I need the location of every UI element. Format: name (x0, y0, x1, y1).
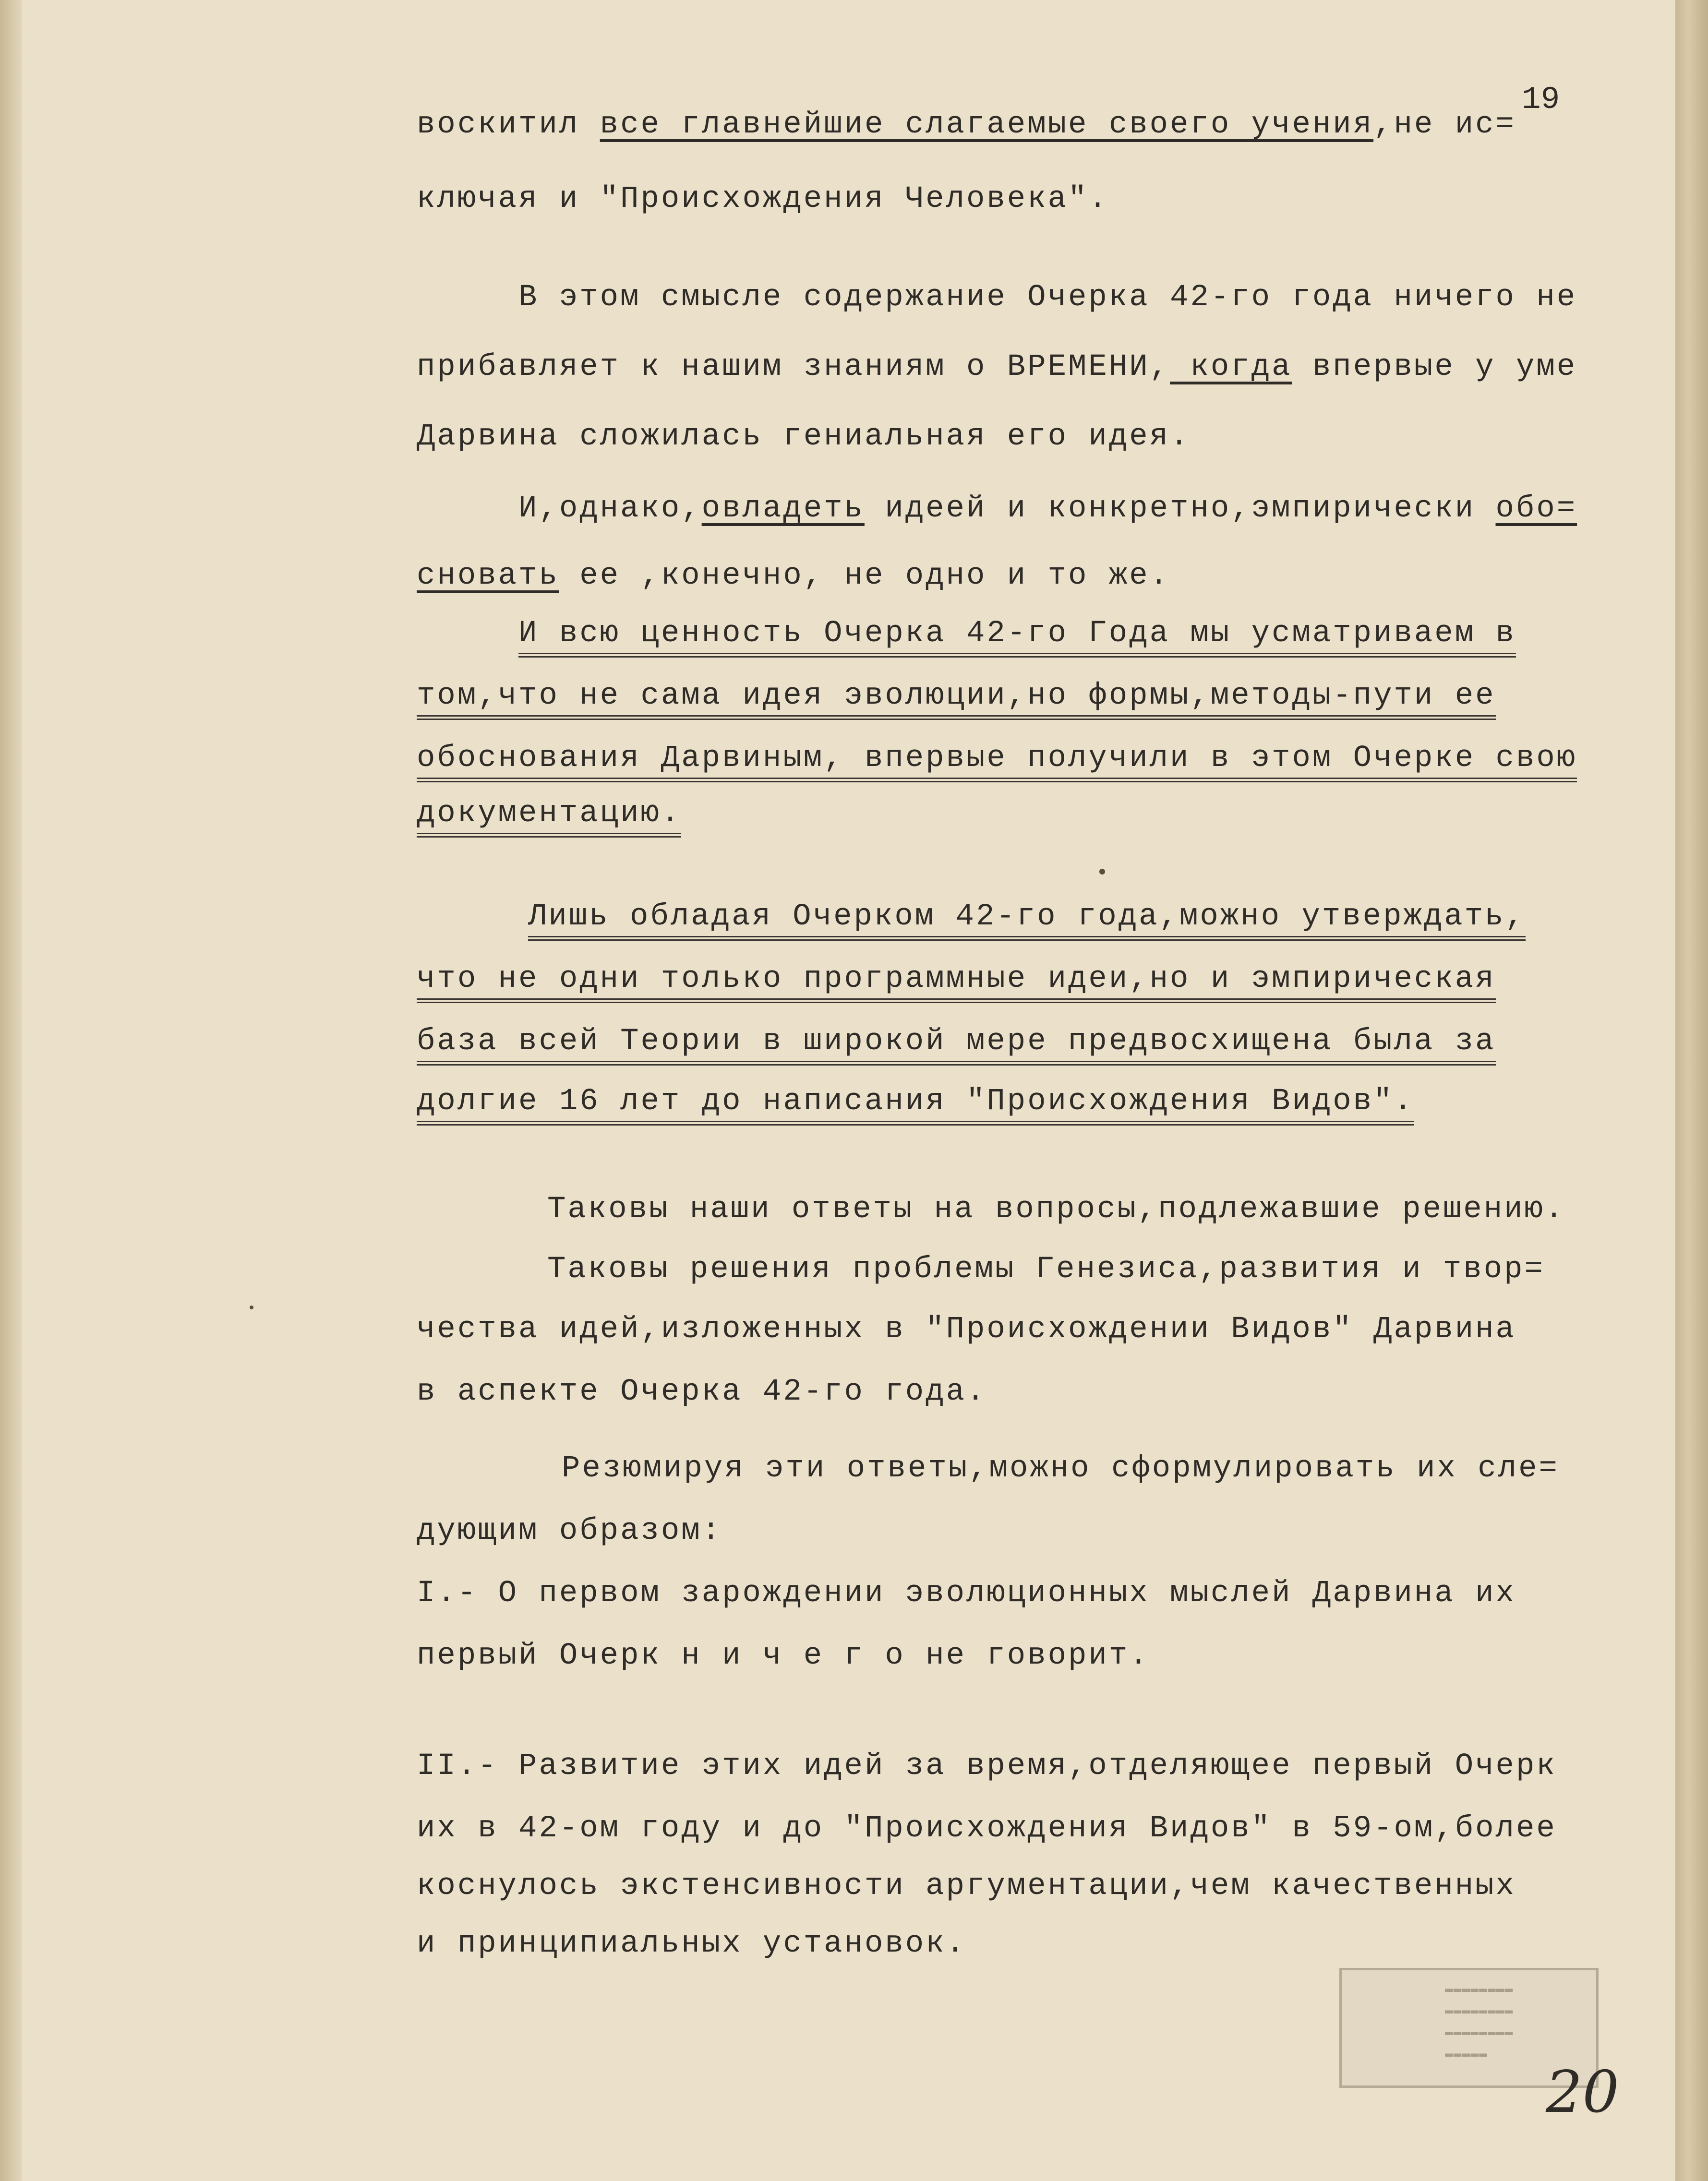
text-line (547, 1246, 1545, 1294)
text-line (417, 734, 1577, 782)
text-segment: и принципиальных установок. (417, 1927, 966, 1961)
text-segment: дующим образом: (417, 1514, 722, 1548)
text-line (417, 672, 1496, 720)
text-line (417, 101, 1516, 149)
text-line (417, 1368, 986, 1416)
text-line (417, 955, 1496, 1003)
double-underlined-text: что не одни только программные идеи,но и эмпирическая (417, 962, 1496, 1003)
text-segment: чества идей,изложенных в "Происхождении Видов" Дарвина (417, 1312, 1516, 1347)
text-line (518, 274, 1577, 322)
underlined-text: когда (1170, 350, 1292, 384)
double-underlined-text: том,что не сама идея эволюции,но формы,методы-пути ее (417, 679, 1496, 720)
text-segment: первый Очерк н и ч е г о не говорит. (417, 1639, 1150, 1673)
text-line (417, 1570, 1516, 1618)
text-line (417, 1632, 1150, 1680)
text-line (417, 1306, 1516, 1354)
text-line (417, 1742, 1557, 1790)
text-segment: ключая и "Происхождения Человека". (417, 182, 1109, 216)
text-segment: Резюмируя эти ответы,можно сформулировать их сле= (562, 1451, 1559, 1486)
archive-stamp-line: ▬▬▬▬▬▬▬▬ (1445, 2025, 1514, 2040)
text-segment: I.- О первом зарождении эволюционных мыслей Дарвина их (417, 1576, 1516, 1611)
text-segment: идеей и конкретно,эмпирически (864, 491, 1496, 526)
archive-stamp-line: ▬▬▬▬▬▬▬▬ (1445, 2003, 1514, 2018)
text-segment: II.- Развитие этих идей за время,отделяющее первый Очерк (417, 1749, 1557, 1784)
double-underlined-text: документацию. (417, 796, 681, 838)
double-underlined-text: обоснования Дарвиным, впервые получили в этом Очерке свою (417, 741, 1577, 782)
text-segment: ,не ис= (1373, 108, 1516, 142)
text-line (417, 175, 1109, 223)
text-segment: И,однако, (518, 491, 702, 526)
text-line (417, 1078, 1414, 1126)
text-line (417, 1507, 722, 1555)
text-line (528, 893, 1526, 941)
archive-stamp-line: ▬▬▬▬▬ (1445, 2047, 1488, 2061)
text-segment: их в 42-ом году и до "Происхождения Видов" в 59-ом,более (417, 1811, 1557, 1846)
handwritten-folio-number: 20 (1546, 2059, 1619, 2126)
text-line (518, 485, 1577, 533)
text-line (518, 610, 1516, 658)
double-underlined-text: И всю ценность Очерка 42-го Года мы усматриваем в (518, 616, 1516, 658)
double-underlined-text: Лишь обладая Очерком 42-го года,можно утверждать, (528, 899, 1526, 941)
text-segment: В этом смысле содержание Очерка 42-го года ничего не (518, 280, 1577, 315)
text-line (417, 790, 681, 838)
text-line (562, 1445, 1559, 1493)
text-line (417, 552, 1170, 600)
text-line (417, 413, 1190, 461)
text-line (417, 1805, 1557, 1853)
text-line (417, 1018, 1496, 1066)
text-segment: Таковы наши ответы на вопросы,подлежавшие решению. (547, 1192, 1565, 1227)
archive-stamp-line: ▬▬▬▬▬▬▬▬ (1445, 1982, 1514, 1997)
text-line (417, 343, 1577, 391)
text-segment: в аспекте Очерка 42-го года. (417, 1375, 987, 1409)
text-segment: Дарвина сложилась гениальная его идея. (417, 419, 1191, 454)
text-segment: воскитил (417, 108, 600, 142)
text-line (417, 1862, 1516, 1910)
text-segment: Таковы решения проблемы Генезиса,развития и твор= (547, 1252, 1545, 1287)
underlined-text: обо= (1495, 491, 1577, 526)
text-segment: прибавляет к нашим знаниям о ВРЕМЕНИ, (417, 350, 1170, 384)
underlined-text: овладеть (701, 491, 865, 526)
underlined-text: все главнейшие слагаемые своего учения (600, 108, 1374, 142)
underlined-text: сновать (417, 559, 559, 593)
text-segment: впервые у уме (1292, 350, 1577, 384)
text-segment: ее ,конечно, не одно и то же. (559, 559, 1170, 593)
ink-spot (1099, 869, 1105, 875)
double-underlined-text: долгие 16 лет до написания "Происхождения Видов". (417, 1084, 1414, 1126)
text-line (417, 1920, 966, 1968)
page-number: 19 (1522, 82, 1560, 118)
ink-spot (250, 1306, 253, 1309)
text-segment: коснулось экстенсивности аргументации,чем качественных (417, 1869, 1516, 1904)
page-edge (1675, 0, 1708, 2181)
double-underlined-text: база всей Теории в широкой мере предвосхищена была за (417, 1024, 1496, 1066)
text-line (547, 1186, 1565, 1234)
